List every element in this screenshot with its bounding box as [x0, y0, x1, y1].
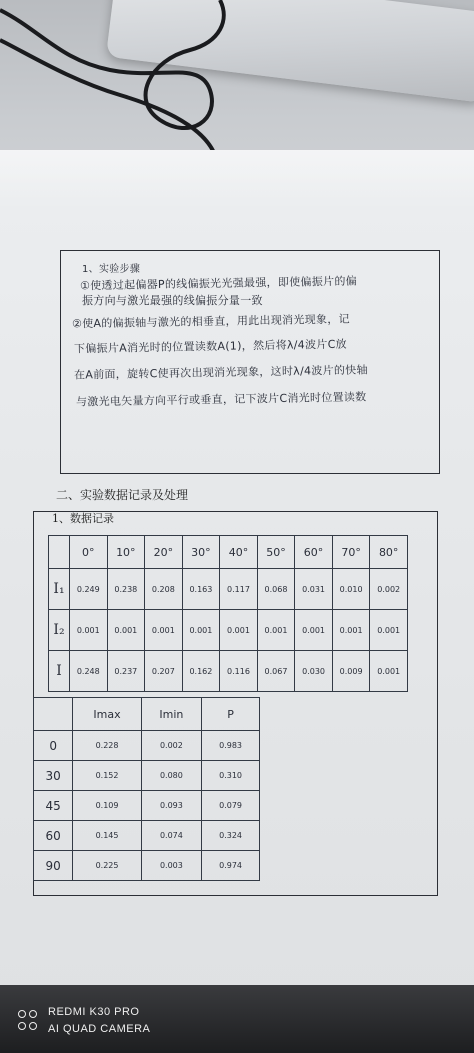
table-row [34, 851, 260, 881]
value-cell: 0.031 [295, 569, 333, 610]
corner-cell [49, 536, 70, 569]
angle-header: 20° [145, 536, 183, 569]
value-cell: 0.068 [257, 569, 295, 610]
value-cell: 0.225 [73, 851, 141, 881]
value-cell: 0.983 [202, 731, 260, 761]
value-cell: 0.207 [145, 651, 183, 692]
cable [0, 0, 260, 170]
value-cell: 0.030 [295, 651, 333, 692]
value-cell: 0.002 [141, 731, 201, 761]
procedure-line: 1、实验步骤 [82, 264, 141, 275]
angle-cell: 45 [34, 791, 73, 821]
value-cell: 0.238 [107, 569, 145, 610]
value-cell: 0.001 [182, 610, 220, 651]
value-cell: 0.163 [182, 569, 220, 610]
value-cell: 0.002 [370, 569, 408, 610]
value-cell: 0.003 [141, 851, 201, 881]
angle-cell: 60 [34, 821, 73, 851]
angle-header: 40° [220, 536, 258, 569]
value-cell: 0.074 [141, 821, 201, 851]
table-row [34, 821, 260, 851]
procedure-line: ②使A的偏振轴与激光的相垂直，用此出现消光现象，记 [71, 312, 350, 331]
value-cell: 0.152 [73, 761, 141, 791]
value-cell: 0.067 [257, 651, 295, 692]
value-cell: 0.117 [220, 569, 258, 610]
table-row [49, 569, 408, 610]
polarization-table [33, 697, 260, 881]
angle-header: 60° [295, 536, 333, 569]
intensity-table [48, 535, 408, 692]
value-cell: 0.248 [70, 651, 108, 692]
table-row [49, 651, 408, 692]
column-header [34, 698, 73, 731]
value-cell: 0.001 [332, 610, 370, 651]
value-cell: 0.010 [332, 569, 370, 610]
value-cell: 0.001 [295, 610, 333, 651]
value-cell: 0.001 [107, 610, 145, 651]
value-cell: 0.001 [370, 651, 408, 692]
angle-cell: 0 [34, 731, 73, 761]
table-row [34, 761, 260, 791]
value-cell: 0.001 [220, 610, 258, 651]
value-cell: 0.145 [73, 821, 141, 851]
section-title: 二、实验数据记录及处理 [56, 488, 189, 502]
procedure-line: 与激光电矢量方向平行或垂直，记下波片C消光时位置读数 [75, 390, 367, 409]
subsection-title: 1、数据记录 [52, 512, 114, 525]
value-cell: 0.249 [70, 569, 108, 610]
angle-cell: 30 [34, 761, 73, 791]
value-cell: 0.001 [257, 610, 295, 651]
value-cell: 0.009 [332, 651, 370, 692]
table-header-row [34, 698, 260, 731]
table-row [49, 610, 408, 651]
angle-header: 80° [370, 536, 408, 569]
camera-lens-icon [18, 1010, 40, 1040]
angle-header: 50° [257, 536, 295, 569]
value-cell: 0.228 [73, 731, 141, 761]
watermark-model: REDMI K30 PRO [48, 1006, 140, 1018]
column-header: Imax [73, 698, 141, 731]
floor [0, 985, 474, 1053]
value-cell: 0.208 [145, 569, 183, 610]
angle-cell: 90 [34, 851, 73, 881]
value-cell: 0.080 [141, 761, 201, 791]
value-cell: 0.116 [220, 651, 258, 692]
angle-header: 10° [107, 536, 145, 569]
procedure-line: ①使透过起偏器P的线偏振光光强最强，即使偏振片的偏 [79, 274, 358, 293]
value-cell: 0.237 [107, 651, 145, 692]
row-label: I₂ [49, 610, 70, 651]
table-row [34, 791, 260, 821]
value-cell: 0.324 [202, 821, 260, 851]
value-cell: 0.079 [202, 791, 260, 821]
angle-header: 30° [182, 536, 220, 569]
angle-header: 0° [70, 536, 108, 569]
value-cell: 0.001 [370, 610, 408, 651]
value-cell: 0.162 [182, 651, 220, 692]
row-label: I₁ [49, 569, 70, 610]
column-header: Imin [141, 698, 201, 731]
value-cell: 0.310 [202, 761, 260, 791]
value-cell: 0.109 [73, 791, 141, 821]
procedure-line: 在A前面，旋转C使再次出现消光现象，这时λ/4波片的快轴 [73, 363, 368, 382]
watermark-camera: AI QUAD CAMERA [48, 1023, 151, 1035]
value-cell: 0.001 [145, 610, 183, 651]
table-header-row [49, 536, 408, 569]
table-row [34, 731, 260, 761]
angle-header: 70° [332, 536, 370, 569]
row-label: I [49, 651, 70, 692]
value-cell: 0.093 [141, 791, 201, 821]
column-header: P [202, 698, 260, 731]
procedure-line: 下偏振片A消光时的位置读数A(1)，然后将λ/4波片C放 [73, 337, 348, 356]
procedure-line: 振方向与激光最强的线偏振分量一致 [82, 294, 263, 307]
value-cell: 0.974 [202, 851, 260, 881]
value-cell: 0.001 [70, 610, 108, 651]
